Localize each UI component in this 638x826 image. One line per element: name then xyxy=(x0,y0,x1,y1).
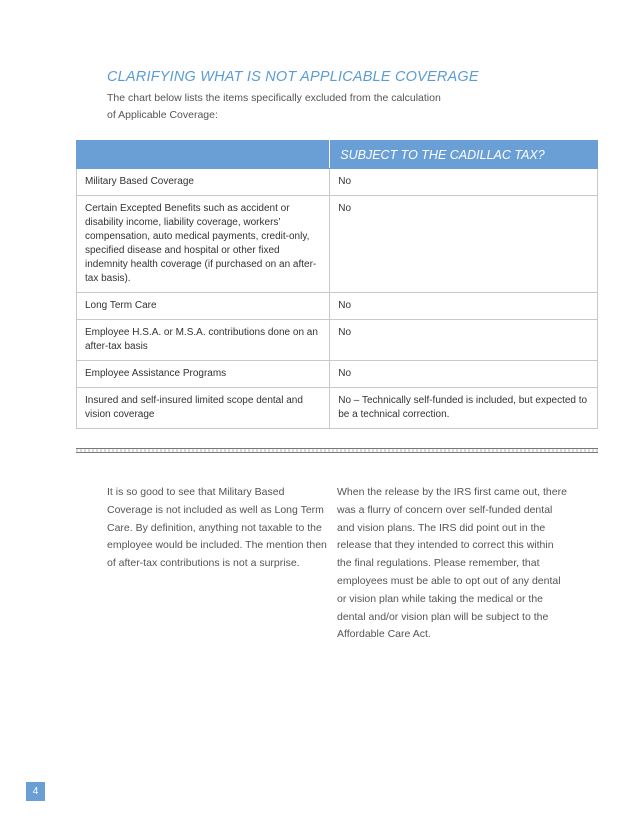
row-item: Certain Excepted Benefits such as accident or disability income, liability coverage, workers’ compensation, auto medical payments, credit-only, specified disease and hospital or other fixed indemnity health coverage (if purchased on an after-tax basis). xyxy=(77,196,330,293)
table-row xyxy=(77,361,598,388)
row-subject: No xyxy=(330,196,598,293)
table-row xyxy=(77,388,598,429)
row-subject: No xyxy=(330,169,598,196)
intro-line-2: of Applicable Coverage: xyxy=(107,109,218,121)
body-column-left: It is so good to see that Military Based Coverage is not included as well as Long Term Care. By definition, anything not taxable to the employee would be included. The mention then of after-tax contributions is not a surprise. xyxy=(107,486,327,570)
table-bottom-rule xyxy=(76,448,598,453)
row-item: Insured and self-insured limited scope dental and vision coverage xyxy=(77,388,330,429)
page-number: 4 xyxy=(26,782,45,801)
body-column-right: When the release by the IRS first came out, there was a flurry of concern over self-funded dental and vision plans. The IRS did point out in the release that they intended to correct this within the final regulations. Please remember, that employees must be able to opt out of any dental or vision plan while taking the medical or the dental and/or vision plan will be subject to the Affordable Care Act. xyxy=(337,486,567,641)
table-row xyxy=(77,196,598,293)
table-row xyxy=(77,293,598,320)
row-subject: No – Technically self-funded is included, but expected to be a technical correction. xyxy=(330,388,598,429)
intro-text xyxy=(107,90,507,124)
section-heading: CLARIFYING WHAT IS NOT APPLICABLE COVERAGE xyxy=(107,69,479,85)
row-subject: No xyxy=(330,320,598,361)
row-subject: No xyxy=(330,293,598,320)
intro-line-1: The chart below lists the items specifically excluded from the calculation xyxy=(107,92,441,104)
table-header-subject: SUBJECT TO THE CADILLAC TAX? xyxy=(330,141,598,169)
table-row xyxy=(77,169,598,196)
table-header-item xyxy=(77,141,330,169)
row-item: Employee Assistance Programs xyxy=(77,361,330,388)
row-item: Employee H.S.A. or M.S.A. contributions done on an after-tax basis xyxy=(77,320,330,361)
table-row xyxy=(77,320,598,361)
row-subject: No xyxy=(330,361,598,388)
row-item: Military Based Coverage xyxy=(77,169,330,196)
table-header-row xyxy=(77,141,598,169)
coverage-table xyxy=(76,140,598,429)
row-item: Long Term Care xyxy=(77,293,330,320)
